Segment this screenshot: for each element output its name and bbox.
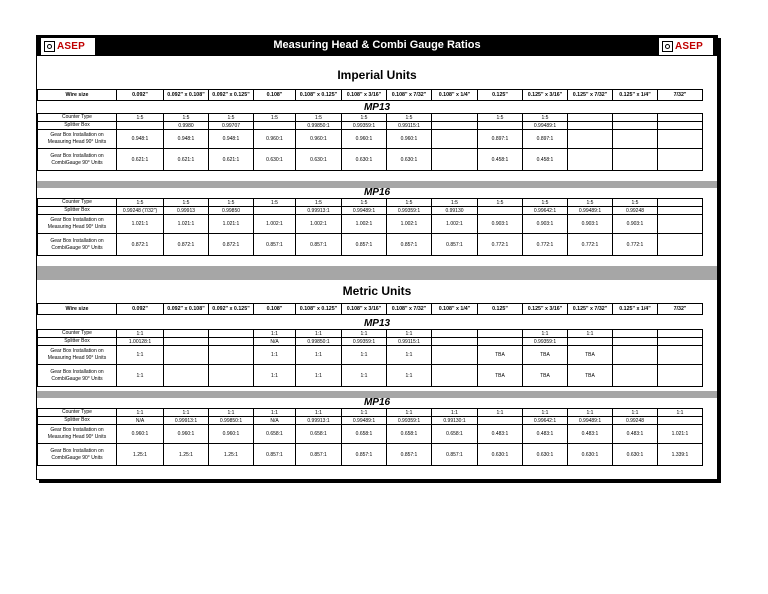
- metric-mp16-label: MP16: [363, 397, 391, 408]
- ratio-cell: 1.339:1: [658, 444, 703, 466]
- ratio-cell: 1:1: [342, 365, 387, 387]
- ratio-cell: 1:5: [254, 199, 296, 207]
- ratio-cell: 0.99850:1: [296, 122, 342, 130]
- ratio-cell: 1:1: [296, 365, 342, 387]
- ratio-cell: 1:1: [254, 330, 296, 338]
- ratio-sheet: [36, 35, 718, 480]
- ratio-cell: N/A: [254, 417, 296, 425]
- column-header: 0.092" x 0.108": [164, 90, 209, 101]
- ratio-cell: [117, 122, 164, 130]
- ratio-cell: 1.00128:1: [117, 338, 164, 346]
- ratio-cell: [658, 338, 703, 346]
- ratio-cell: 0.872:1: [117, 234, 164, 256]
- ratio-cell: 0.483:1: [568, 425, 613, 444]
- row-label: Counter Type: [38, 114, 117, 122]
- ratio-cell: [658, 234, 703, 256]
- ratio-cell: [658, 130, 703, 149]
- ratio-cell: 1:5: [523, 199, 568, 207]
- ratio-cell: 0.857:1: [387, 234, 432, 256]
- asep-logo-right: [659, 38, 713, 55]
- ratio-cell: 0.658:1: [254, 425, 296, 444]
- ratio-cell: [254, 207, 296, 215]
- table-row: [38, 425, 703, 444]
- ratio-cell: 1:1: [117, 330, 164, 338]
- row-label: Splitter Box: [38, 417, 117, 425]
- ratio-cell: 1:1: [658, 409, 703, 417]
- metric-header-table: [37, 303, 703, 315]
- ratio-cell: 1:5: [432, 199, 478, 207]
- ratio-cell: [658, 122, 703, 130]
- row-label: Splitter Box: [38, 207, 117, 215]
- ratio-cell: [568, 122, 613, 130]
- section-divider: [37, 266, 717, 280]
- ratio-cell: 0.948:1: [164, 130, 209, 149]
- ratio-cell: 0.960:1: [209, 425, 254, 444]
- ratio-cell: [658, 149, 703, 171]
- column-header-row: [38, 90, 703, 101]
- ratio-cell: 0.483:1: [523, 425, 568, 444]
- column-header: 0.108": [254, 90, 296, 101]
- ratio-cell: [478, 207, 523, 215]
- column-header: 0.092" x 0.125": [209, 304, 254, 315]
- ratio-cell: 0.99248: [613, 207, 658, 215]
- ratio-cell: 1:5: [478, 114, 523, 122]
- imperial-section-title: Imperial Units: [337, 68, 417, 82]
- imperial-mp13-table: [37, 113, 703, 171]
- table-row: [38, 234, 703, 256]
- column-header: 0.125": [478, 304, 523, 315]
- ratio-cell: 0.857:1: [432, 444, 478, 466]
- ratio-cell: [658, 114, 703, 122]
- table-row: [38, 122, 703, 130]
- ratio-cell: 1.002:1: [254, 215, 296, 234]
- column-header: 0.092": [117, 90, 164, 101]
- ratio-cell: 0.99130:1: [432, 417, 478, 425]
- table-row: [38, 199, 703, 207]
- ratio-cell: 1.002:1: [432, 215, 478, 234]
- ratio-cell: 1:1: [568, 409, 613, 417]
- ratio-cell: [613, 130, 658, 149]
- ratio-cell: [478, 330, 523, 338]
- ratio-cell: 1:1: [117, 346, 164, 365]
- ratio-cell: 0.960:1: [117, 425, 164, 444]
- ratio-cell: 1:1: [613, 409, 658, 417]
- ratio-cell: 1:1: [209, 409, 254, 417]
- ratio-cell: 0.630:1: [613, 444, 658, 466]
- ratio-cell: 0.630:1: [568, 444, 613, 466]
- metric-mp13-table: [37, 329, 703, 387]
- ratio-cell: [432, 346, 478, 365]
- ratio-cell: 1:5: [568, 199, 613, 207]
- ratio-cell: 1:5: [164, 199, 209, 207]
- ratio-cell: 0.99642:1: [523, 417, 568, 425]
- column-header: 0.108" x 0.125": [296, 304, 342, 315]
- ratio-cell: N/A: [117, 417, 164, 425]
- wire-size-header: Wire size: [38, 304, 117, 315]
- metric-mp13-label: MP13: [363, 318, 391, 329]
- column-header: 0.108" x 7/32": [387, 304, 432, 315]
- ratio-cell: 1:1: [164, 409, 209, 417]
- ratio-cell: 1:5: [117, 199, 164, 207]
- ratio-cell: 0.483:1: [478, 425, 523, 444]
- ratio-cell: 1:1: [254, 409, 296, 417]
- ratio-cell: [164, 338, 209, 346]
- ratio-cell: [432, 365, 478, 387]
- ratio-cell: 0.857:1: [342, 234, 387, 256]
- column-header: 0.125" x 1/4": [613, 304, 658, 315]
- ratio-cell: [478, 338, 523, 346]
- ratio-cell: 0.857:1: [296, 444, 342, 466]
- metric-mp16-table: [37, 408, 703, 466]
- ratio-cell: [658, 346, 703, 365]
- ratio-cell: 0.772:1: [478, 234, 523, 256]
- table-row: [38, 338, 703, 346]
- ratio-cell: 0.99115:1: [387, 122, 432, 130]
- ratio-cell: 1.021:1: [117, 215, 164, 234]
- ratio-cell: [209, 330, 254, 338]
- ratio-cell: 0.960:1: [296, 130, 342, 149]
- ratio-cell: [478, 417, 523, 425]
- ratio-cell: [164, 330, 209, 338]
- ratio-cell: 1:1: [296, 409, 342, 417]
- ratio-cell: 0.960:1: [387, 130, 432, 149]
- ratio-cell: 0.99489:1: [523, 122, 568, 130]
- row-label: Gear Box Installation on CombiGauge 90° Units: [38, 234, 117, 256]
- ratio-cell: 1:1: [387, 330, 432, 338]
- ratio-cell: 0.99913:1: [164, 417, 209, 425]
- ratio-cell: 1:5: [387, 199, 432, 207]
- ratio-cell: 0.9980: [164, 122, 209, 130]
- ratio-cell: 1.25:1: [209, 444, 254, 466]
- table-row: [38, 149, 703, 171]
- ratio-cell: 0.772:1: [568, 234, 613, 256]
- ratio-cell: 0.621:1: [117, 149, 164, 171]
- ratio-cell: 1:1: [117, 365, 164, 387]
- ratio-cell: 0.458:1: [478, 149, 523, 171]
- ratio-cell: 0.658:1: [432, 425, 478, 444]
- ratio-cell: 0.99489:1: [568, 417, 613, 425]
- ratio-cell: 1.021:1: [658, 425, 703, 444]
- column-header: 0.092" x 0.125": [209, 90, 254, 101]
- ratio-cell: [478, 122, 523, 130]
- ratio-cell: [164, 365, 209, 387]
- row-label: Gear Box Installation on CombiGauge 90° Units: [38, 149, 117, 171]
- ratio-cell: 0.948:1: [209, 130, 254, 149]
- column-header: 0.125": [478, 90, 523, 101]
- column-header: 7/32": [658, 90, 703, 101]
- ratio-cell: [658, 330, 703, 338]
- ratio-cell: [613, 122, 658, 130]
- imperial-mp13-label: MP13: [363, 102, 391, 113]
- ratio-cell: [432, 122, 478, 130]
- ratio-cell: 0.99913:1: [296, 207, 342, 215]
- column-header: 0.092" x 0.108": [164, 304, 209, 315]
- ratio-cell: 0.903:1: [523, 215, 568, 234]
- ratio-cell: 0.99359:1: [342, 122, 387, 130]
- column-header: 7/32": [658, 304, 703, 315]
- column-header: 0.092": [117, 304, 164, 315]
- table-row: [38, 444, 703, 466]
- ratio-cell: TBA: [478, 346, 523, 365]
- ratio-cell: 1:1: [432, 409, 478, 417]
- column-header: 0.108" x 1/4": [432, 90, 478, 101]
- ratio-cell: 0.872:1: [164, 234, 209, 256]
- ratio-cell: 0.903:1: [613, 215, 658, 234]
- ratio-cell: 1.002:1: [296, 215, 342, 234]
- page-title: Measuring Head & Combi Gauge Ratios: [273, 39, 481, 51]
- ratio-cell: 1.002:1: [387, 215, 432, 234]
- table-row: [38, 365, 703, 387]
- asep-logo-icon: [662, 41, 673, 52]
- row-label: Counter Type: [38, 199, 117, 207]
- ratio-cell: 0.99642:1: [523, 207, 568, 215]
- asep-logo-text: ASEP: [57, 41, 86, 52]
- ratio-cell: 1:1: [568, 330, 613, 338]
- ratio-cell: 0.630:1: [387, 149, 432, 171]
- ratio-cell: 0.857:1: [296, 234, 342, 256]
- ratio-cell: 1:5: [296, 114, 342, 122]
- ratio-cell: [613, 114, 658, 122]
- ratio-cell: 1:5: [478, 199, 523, 207]
- ratio-cell: 0.658:1: [296, 425, 342, 444]
- ratio-cell: 1:1: [478, 409, 523, 417]
- wire-size-header: Wire size: [38, 90, 117, 101]
- ratio-cell: 0.897:1: [523, 130, 568, 149]
- ratio-cell: [613, 149, 658, 171]
- ratio-cell: 1:1: [117, 409, 164, 417]
- ratio-cell: [254, 122, 296, 130]
- ratio-cell: [658, 365, 703, 387]
- column-header: 0.108" x 3/16": [342, 304, 387, 315]
- ratio-cell: 0.99913: [164, 207, 209, 215]
- ratio-cell: 0.99359:1: [523, 338, 568, 346]
- ratio-cell: 0.99850:1: [296, 338, 342, 346]
- ratio-cell: 0.99489:1: [568, 207, 613, 215]
- ratio-cell: 1:5: [209, 199, 254, 207]
- ratio-cell: 1:5: [342, 114, 387, 122]
- ratio-cell: 1.021:1: [164, 215, 209, 234]
- ratio-cell: 0.630:1: [478, 444, 523, 466]
- ratio-cell: TBA: [523, 365, 568, 387]
- ratio-cell: 1:1: [342, 346, 387, 365]
- ratio-cell: 0.99489:1: [342, 417, 387, 425]
- ratio-cell: 0.630:1: [523, 444, 568, 466]
- ratio-cell: TBA: [523, 346, 568, 365]
- ratio-cell: [568, 130, 613, 149]
- ratio-cell: 1:5: [117, 114, 164, 122]
- row-label: Splitter Box: [38, 338, 117, 346]
- ratio-cell: [209, 338, 254, 346]
- ratio-cell: 0.99248: [613, 417, 658, 425]
- row-label: Gear Box Installation on Measuring Head 90° Units: [38, 425, 117, 444]
- ratio-cell: 0.857:1: [254, 234, 296, 256]
- column-header: 0.125" x 3/16": [523, 90, 568, 101]
- ratio-cell: 0.960:1: [254, 130, 296, 149]
- ratio-cell: 1:1: [523, 330, 568, 338]
- ratio-cell: 1:1: [296, 346, 342, 365]
- ratio-cell: 0.621:1: [209, 149, 254, 171]
- table-row: [38, 330, 703, 338]
- ratio-cell: 1:5: [254, 114, 296, 122]
- row-label: Gear Box Installation on CombiGauge 90° Units: [38, 444, 117, 466]
- row-label: Gear Box Installation on Measuring Head 90° Units: [38, 215, 117, 234]
- ratio-cell: 1:5: [523, 114, 568, 122]
- ratio-cell: [658, 199, 703, 207]
- ratio-cell: 0.630:1: [254, 149, 296, 171]
- ratio-cell: 1:5: [209, 114, 254, 122]
- ratio-cell: 1:1: [296, 330, 342, 338]
- column-header: 0.108" x 1/4": [432, 304, 478, 315]
- ratio-cell: 0.960:1: [164, 425, 209, 444]
- ratio-cell: [164, 346, 209, 365]
- column-header: 0.125" x 7/32": [568, 90, 613, 101]
- ratio-cell: 0.948:1: [117, 130, 164, 149]
- ratio-cell: 0.630:1: [342, 149, 387, 171]
- imperial-mp16-label: MP16: [363, 187, 391, 198]
- ratio-cell: 1:5: [164, 114, 209, 122]
- row-label: Gear Box Installation on Measuring Head 90° Units: [38, 130, 117, 149]
- ratio-cell: 0.857:1: [387, 444, 432, 466]
- ratio-cell: 1:1: [387, 346, 432, 365]
- ratio-cell: 0.99707: [209, 122, 254, 130]
- row-label: Splitter Box: [38, 122, 117, 130]
- row-label: Counter Type: [38, 409, 117, 417]
- ratio-cell: 0.772:1: [613, 234, 658, 256]
- ratio-cell: 0.903:1: [478, 215, 523, 234]
- ratio-cell: 0.99359:1: [387, 417, 432, 425]
- ratio-cell: 1:1: [387, 409, 432, 417]
- ratio-cell: 0.903:1: [568, 215, 613, 234]
- ratio-cell: [658, 215, 703, 234]
- imperial-header-table: [37, 89, 703, 101]
- ratio-cell: [658, 417, 703, 425]
- ratio-cell: 1:5: [387, 114, 432, 122]
- ratio-cell: 0.857:1: [254, 444, 296, 466]
- ratio-cell: 0.99489:1: [342, 207, 387, 215]
- ratio-cell: 1:1: [342, 409, 387, 417]
- ratio-cell: 0.658:1: [342, 425, 387, 444]
- ratio-cell: [432, 114, 478, 122]
- ratio-cell: 1:5: [342, 199, 387, 207]
- row-label: Gear Box Installation on Measuring Head 90° Units: [38, 346, 117, 365]
- ratio-cell: [209, 365, 254, 387]
- column-header: 0.108": [254, 304, 296, 315]
- ratio-cell: 0.658:1: [387, 425, 432, 444]
- ratio-cell: 0.772:1: [523, 234, 568, 256]
- ratio-cell: N/A: [254, 338, 296, 346]
- ratio-cell: 0.99248 (7/32"): [117, 207, 164, 215]
- row-label: Counter Type: [38, 330, 117, 338]
- ratio-cell: TBA: [568, 346, 613, 365]
- ratio-cell: [568, 149, 613, 171]
- table-row: [38, 417, 703, 425]
- table-row: [38, 130, 703, 149]
- ratio-cell: 0.897:1: [478, 130, 523, 149]
- ratio-cell: 0.99850:1: [209, 417, 254, 425]
- column-header: 0.125" x 3/16": [523, 304, 568, 315]
- ratio-cell: 0.630:1: [296, 149, 342, 171]
- row-label: Gear Box Installation on CombiGauge 90° Units: [38, 365, 117, 387]
- ratio-cell: 0.458:1: [523, 149, 568, 171]
- table-row: [38, 114, 703, 122]
- ratio-cell: 0.621:1: [164, 149, 209, 171]
- ratio-cell: [432, 338, 478, 346]
- ratio-cell: 1:1: [254, 346, 296, 365]
- ratio-cell: 1:1: [342, 330, 387, 338]
- ratio-cell: [209, 346, 254, 365]
- ratio-cell: 0.857:1: [342, 444, 387, 466]
- column-header: 0.125" x 7/32": [568, 304, 613, 315]
- ratio-cell: 1.25:1: [164, 444, 209, 466]
- metric-section-title: Metric Units: [342, 284, 412, 298]
- ratio-cell: [613, 330, 658, 338]
- ratio-cell: [613, 338, 658, 346]
- imperial-mp16-table: [37, 198, 703, 256]
- ratio-cell: 1.021:1: [209, 215, 254, 234]
- ratio-cell: [568, 114, 613, 122]
- ratio-cell: 1:1: [523, 409, 568, 417]
- ratio-cell: 1:5: [613, 199, 658, 207]
- ratio-cell: 0.960:1: [342, 130, 387, 149]
- ratio-cell: [568, 338, 613, 346]
- table-row: [38, 207, 703, 215]
- ratio-cell: 1:1: [387, 365, 432, 387]
- ratio-cell: [432, 130, 478, 149]
- ratio-cell: [613, 346, 658, 365]
- table-row: [38, 346, 703, 365]
- ratio-cell: 1.002:1: [342, 215, 387, 234]
- ratio-cell: [613, 365, 658, 387]
- column-header: 0.108" x 7/32": [387, 90, 432, 101]
- ratio-cell: 0.857:1: [432, 234, 478, 256]
- table-row: [38, 215, 703, 234]
- column-header: 0.108" x 0.125": [296, 90, 342, 101]
- ratio-cell: TBA: [478, 365, 523, 387]
- table-row: [38, 409, 703, 417]
- column-header: 0.125" x 1/4": [613, 90, 658, 101]
- ratio-cell: TBA: [568, 365, 613, 387]
- ratio-cell: 0.99130: [432, 207, 478, 215]
- ratio-cell: 1.25:1: [117, 444, 164, 466]
- ratio-cell: 0.872:1: [209, 234, 254, 256]
- ratio-cell: 0.483:1: [613, 425, 658, 444]
- ratio-cell: 0.99850: [209, 207, 254, 215]
- asep-logo-text: ASEP: [675, 41, 704, 52]
- ratio-cell: 0.99115:1: [387, 338, 432, 346]
- column-header-row: [38, 304, 703, 315]
- ratio-cell: 0.99913:1: [296, 417, 342, 425]
- ratio-cell: [432, 330, 478, 338]
- ratio-cell: 1:5: [296, 199, 342, 207]
- ratio-cell: [432, 149, 478, 171]
- ratio-cell: [658, 207, 703, 215]
- ratio-cell: 1:1: [254, 365, 296, 387]
- header-bar: [37, 36, 717, 56]
- ratio-cell: 0.99359:1: [387, 207, 432, 215]
- ratio-cell: 0.99359:1: [342, 338, 387, 346]
- column-header: 0.108" x 3/16": [342, 90, 387, 101]
